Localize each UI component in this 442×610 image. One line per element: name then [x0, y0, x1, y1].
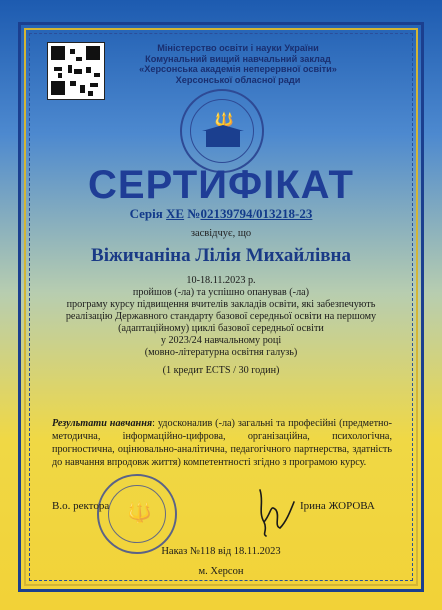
- course-line-6: (мовно-літературна освітня галузь): [144, 347, 298, 358]
- org-line-name: «Херсонська академія неперервної освіти»: [139, 64, 337, 74]
- handwritten-signature: [250, 482, 295, 538]
- trident-icon: 🔱: [127, 500, 152, 524]
- building-icon: [206, 131, 240, 147]
- course-description: [50, 275, 392, 377]
- course-line-3: реалізацію Державного стандарту базової середньої освіти на першому: [65, 311, 377, 322]
- order-reference: Наказ №118 від 18.11.2023: [161, 546, 281, 557]
- certifies-text: засвідчує, що: [190, 228, 252, 239]
- number-label: №: [187, 206, 201, 221]
- course-dates: 10-18.11.2023 р.: [186, 275, 256, 286]
- qr-code: [47, 42, 105, 100]
- official-stamp: [97, 474, 177, 554]
- results-text: : удосконалив (-ла) загальні та професійні (предметно-методична, інформаційно-цифрова, організаційна, психологічна, прогностична, оцінювально-аналітична, педагогічного партнерства, здатність до навчання впродовж життя) компетентності згідно з програмою курсу.: [52, 418, 392, 468]
- signatory-name: Ірина ЖОРОВА: [300, 500, 375, 512]
- learning-results: [52, 417, 392, 469]
- signatory-title: В.о. ректора: [52, 500, 110, 512]
- course-credits: (1 кредит ECTS / 30 годин): [162, 365, 280, 376]
- org-line-council: Херсонської обласної ради: [175, 74, 301, 85]
- trident-icon: 🔱: [214, 111, 234, 130]
- course-line-2: програму курсу підвищення вчителів закладів освіти, які забезпечують: [66, 299, 376, 310]
- course-line-5: у 2023/24 навчальному році: [160, 335, 282, 346]
- series-code: ХЕ: [166, 206, 185, 221]
- series-label: Серія: [129, 206, 163, 221]
- certificate-number: 02139794/013218-23: [200, 206, 313, 221]
- org-line-ministry: Міністерство освіти і науки України: [157, 43, 319, 53]
- org-line-type: Комунальний вищий навчальний заклад: [145, 53, 331, 64]
- recipient-name: Віжичаніна Лілія Михайлівна: [91, 245, 351, 266]
- course-line-4: (адаптаційному) циклі базової середньої освіти: [118, 323, 324, 334]
- organization-header: [108, 43, 368, 85]
- academy-emblem: [180, 89, 264, 173]
- course-line-1: пройшов (-ла) та успішно опанував (-ла): [132, 287, 310, 298]
- issue-city: м. Херсон: [198, 566, 244, 577]
- certificate-series: [0, 206, 442, 222]
- certificate-title: СЕРТИФІКАТ: [88, 163, 354, 207]
- results-label: Результати навчання: [52, 418, 153, 429]
